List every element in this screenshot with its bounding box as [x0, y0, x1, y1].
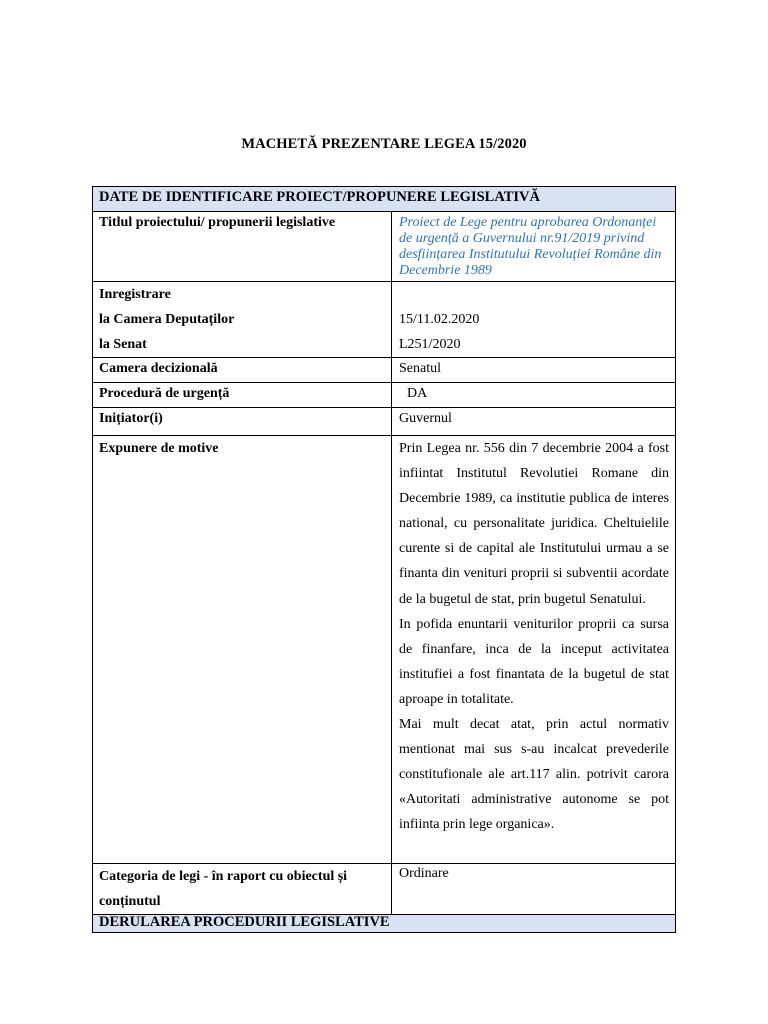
title-label: Titlul proiectului/ propunerii legislative: [93, 212, 392, 282]
urgency-label: Procedură de urgență: [93, 383, 392, 408]
decisional-value: Senatul: [392, 358, 676, 383]
decisional-label: Camera decizională: [93, 358, 392, 383]
initiator-value: Guvernul: [392, 408, 676, 436]
table-row: [93, 282, 676, 358]
table-row: [93, 383, 676, 408]
senate-value: L251/2020: [399, 337, 461, 352]
registration-label-cell: [93, 282, 392, 358]
registration-label: Inregistrare: [99, 287, 171, 302]
table-row: [93, 358, 676, 383]
motives-paragraph: In pofida enuntarii veniturilor proprii ca sursa de finanfare, inca de la inceput activitatea institufiei a fost finantata de la bugetul de stat aproape in totalitate.: [399, 616, 669, 707]
motives-paragraph: Prin Legea nr. 556 din 7 decembrie 2004 a fost infiintat Institutul Revolutiei Romane din Decembrie 1989, ca institutie publica de interes national, cu personalitate juridica. Cheltuielile curente si de capital ale Institutului urmau a se finanta din venituri proprii si subventii acordate de la bugetul de stat, prin bugetul Senatului.: [399, 441, 669, 607]
procedure-section-header: DERULAREA PROCEDURII LEGISLATIVE: [93, 915, 676, 933]
registration-value-cell: [392, 282, 676, 358]
motives-paragraph: Mai mult decat atat, prin actul normativ mentionat mai sus s-au incalcat prevederile constitufionale ale art.117 alin. potrivit carora «Autoritati administrative autonome se pot infiinta prin lege organica».: [399, 717, 669, 833]
title-value-cell: [392, 212, 676, 282]
title-value[interactable]: Proiect de Lege pentru aprobarea Ordonanței de urgență a Guvernului nr.91/2019 privind desființarea Institutului Revoluției Române din Decembrie 1989: [399, 215, 662, 278]
motives-text-cell: [392, 436, 676, 864]
document-title: MACHETĂ PREZENTARE LEGEA 15/2020: [241, 136, 527, 152]
category-label: Categoria de legi - în raport cu obiectul și conținutul: [93, 864, 392, 915]
section-header-row: [93, 915, 676, 933]
motives-label: Expunere de motive: [93, 436, 392, 864]
table-row: [93, 212, 676, 282]
table-row: [93, 408, 676, 436]
identification-section-header: DATE DE IDENTIFICARE PROIECT/PROPUNERE LEGISLATIVĂ: [93, 187, 676, 212]
law-presentation-table: [92, 186, 676, 933]
category-value: Ordinare: [392, 864, 676, 915]
section-header-row: [93, 187, 676, 212]
chamber-value: 15/11.02.2020: [399, 312, 480, 327]
table-row: [93, 864, 676, 915]
urgency-value: DA: [392, 383, 676, 408]
initiator-label: Inițiator(i): [93, 408, 392, 436]
table-row: [93, 436, 676, 864]
chamber-label: la Camera Deputaților: [99, 312, 235, 327]
senate-label: la Senat: [99, 337, 147, 352]
